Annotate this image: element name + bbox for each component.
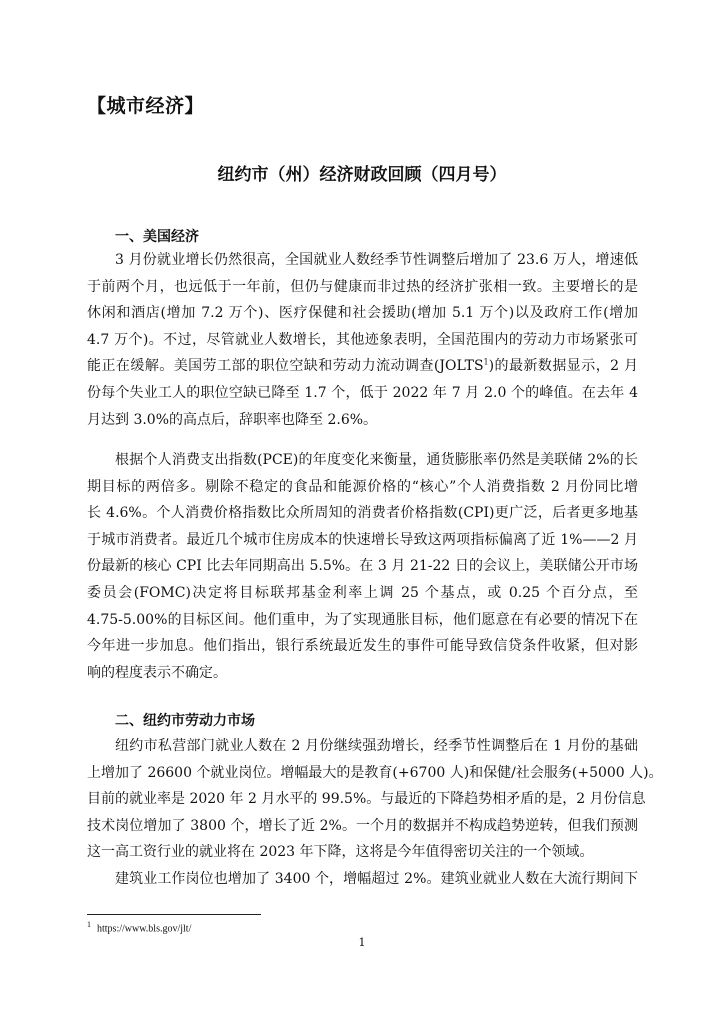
paragraph-line: 4.7 万个)。不过，尽管就业人数增长，其他迹象表明，全国范围内的劳动力市场紧张可 <box>87 331 638 348</box>
page-number: 1 <box>358 936 366 949</box>
footnote-mark: 1 <box>87 920 91 929</box>
paragraph-line: 这一高工资行业的就业将在 2023 年下降，这将是今年值得密切关注的一个领域。 <box>87 844 594 861</box>
footnote-reference[interactable]: 1 <box>483 357 489 367</box>
paragraph-line: 今年进一步加息。他们指出，银行系统最近发生的事件可能导致信贷条件收紧，但对影 <box>87 638 638 655</box>
paragraph-line: 期目标的两倍多。剔除不稳定的食品和能源价格的“核心”个人消费指数 2 月份同比增 <box>87 478 638 495</box>
paragraph-line: 建筑业工作岗位也增加了 3400 个，增幅超过 2%。建筑业就业人数在大流行期间下 <box>115 871 638 887</box>
paragraph-line: 上增加了 26600 个就业岗位。增幅最大的是教育(+6700 人)和保健/社会服务(+5000 人)。 <box>87 764 663 781</box>
paragraph-line: 于前两个月，也远低于一年前，但仍与健康而非过热的经济扩张相一致。主要增长的是 <box>87 278 638 295</box>
paragraph-line-text: 能正在缓解。美国劳工部的职位空缺和劳动力流动调查(JOLTS <box>87 358 484 375</box>
paragraph-line: 份每个失业工人的职位空缺已降至 1.7 个，低于 2022 年 7 月 2.0 个的峰值。在去年 4 <box>87 384 638 401</box>
paragraph-line: 休闲和酒店(增加 7.2 万个)、医疗保健和社会援助(增加 5.1 万个)以及政府工作(增加 <box>87 305 638 322</box>
paragraph-line: 3 月份就业增长仍然很高，全国就业人数经季节性调整后增加了 23.6 万人，增速低 <box>115 252 638 268</box>
section-heading-nyc-labor: 二、纽约市劳动力市场 <box>115 713 255 729</box>
paragraph-line: 4.75-5.00%的目标区间。他们重申，为了实现通胀目标，他们愿意在有必要的情况下在 <box>87 611 638 628</box>
footnote-divider <box>87 914 261 915</box>
paragraph-nyc-employment <box>87 733 663 866</box>
paragraph-line: 纽约市私营部门就业人数在 2 月份继续强劲增长，经季节性调整后在 1 月份的基础 <box>115 738 638 754</box>
document-title: 纽约市（州）经济财政回顾（四月号） <box>217 165 507 185</box>
footnote-link[interactable]: https://www.bls.gov/jlt/ <box>97 923 192 935</box>
paragraph-line: 委员会(FOMC)决定将目标联邦基金利率上调 25 个基点，或 0.25 个百分点，至 <box>87 584 638 601</box>
paragraph-line: 根据个人消费支出指数(PCE)的年度变化来衡量，通货膨胀率仍然是美联储 2%的长 <box>115 452 638 468</box>
footnote <box>87 920 191 934</box>
paragraph-us-inflation <box>87 447 638 686</box>
paragraph-nyc-construction <box>87 866 638 893</box>
paragraph-us-employment <box>87 247 638 433</box>
paragraph-line: 目前的就业率是 2020 年 2 月水平的 99.5%。与最近的下降趋势相矛盾的是，2 月份信息 <box>87 791 646 808</box>
paragraph-line: 技术岗位增加了 3800 个，增长了近 2%。一个月的数据并不构成趋势逆转，但我们预测 <box>87 817 638 834</box>
paragraph-line: 于城市消费者。最近几个城市住房成本的快速增长导致这两项指标偏离了近 1%——2 月 <box>87 531 638 548</box>
section-heading-us-economy: 一、美国经济 <box>115 229 199 245</box>
paragraph-line: 响的程度表示不确定。 <box>87 664 227 681</box>
section-tag: 【城市经济】 <box>87 95 205 117</box>
paragraph-line: 月达到 3.0%的高点后，辞职率也降至 2.6%。 <box>87 411 378 428</box>
paragraph-line: 份最新的核心 CPI 比去年同期高出 5.5%。在 3 月 21-22 日的会议上，美联储公开市场 <box>87 558 638 575</box>
paragraph-line-jolts <box>87 353 638 380</box>
paragraph-line: 长 4.6%。个人消费价格指数比众所周知的消费者价格指数(CPI)更广泛，后者更多地基 <box>87 505 638 522</box>
paragraph-line-text: )的最新数据显示，2 月 <box>488 358 638 375</box>
